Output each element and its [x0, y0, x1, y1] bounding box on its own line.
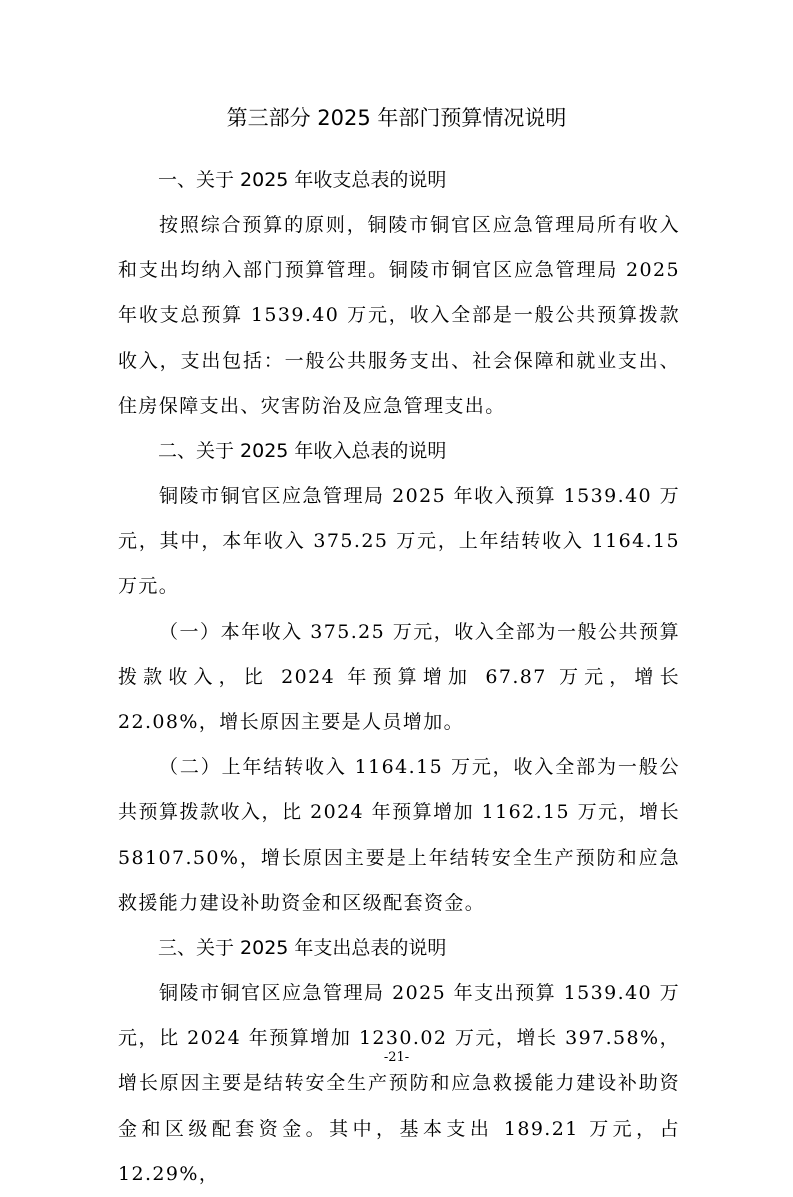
page-number: -21- [383, 1050, 410, 1065]
body-paragraph: 铜陵市铜官区应急管理局 2025 年收入预算 1539.40 万元，其中，本年收入 375.25 万元，上年结转收入 1164.15 万元。 [118, 485, 680, 598]
body-paragraph: 铜陵市铜官区应急管理局 2025 年支出预算 1539.40 万元，比 2024 年预算增加 1230.02 万元，增长 397.58%，增长原因主要是结转安全生产预防和应急救援能力建设补助资金和区级配套资金。其中，基本支出 189.21 万元，占 12.29%， [118, 982, 680, 1185]
body-paragraph: 按照综合预算的原则，铜陵市铜官区应急管理局所有收入和支出均纳入部门预算管理。铜陵市铜官区应急管理局 2025 年收支总预算 1539.40 万元，收入全部是一般公共预算拨款收入，支出包括：一般公共服务支出、社会保障和就业支出、住房保障支出、灾害防治及应急管理支出。 [118, 214, 680, 417]
section-income-summary [118, 429, 680, 926]
body-paragraph: （二）上年结转收入 1164.15 万元，收入全部为一般公共预算拨款收入，比 2024 年预算增加 1162.15 万元，增长 58107.50%，增长原因主要是上年结转安全生产预防和应急救援能力建设补助资金和区级配套资金。 [118, 756, 680, 914]
section-income-expenditure-summary [118, 158, 680, 429]
section-heading: 三、关于 2025 年支出总表的说明 [158, 937, 447, 960]
section-heading: 一、关于 2025 年收支总表的说明 [158, 169, 447, 191]
document-body [118, 158, 680, 1197]
page-title: 第三部分 2025 年部门预算情况说明 [226, 106, 567, 130]
section-heading: 二、关于 2025 年收入总表的说明 [158, 440, 447, 463]
body-paragraph: （一）本年收入 375.25 万元，收入全部为一般公共预算拨款收入，比 2024 年预算增加 67.87 万元，增长 22.08%，增长原因主要是人员增加。 [118, 620, 680, 734]
